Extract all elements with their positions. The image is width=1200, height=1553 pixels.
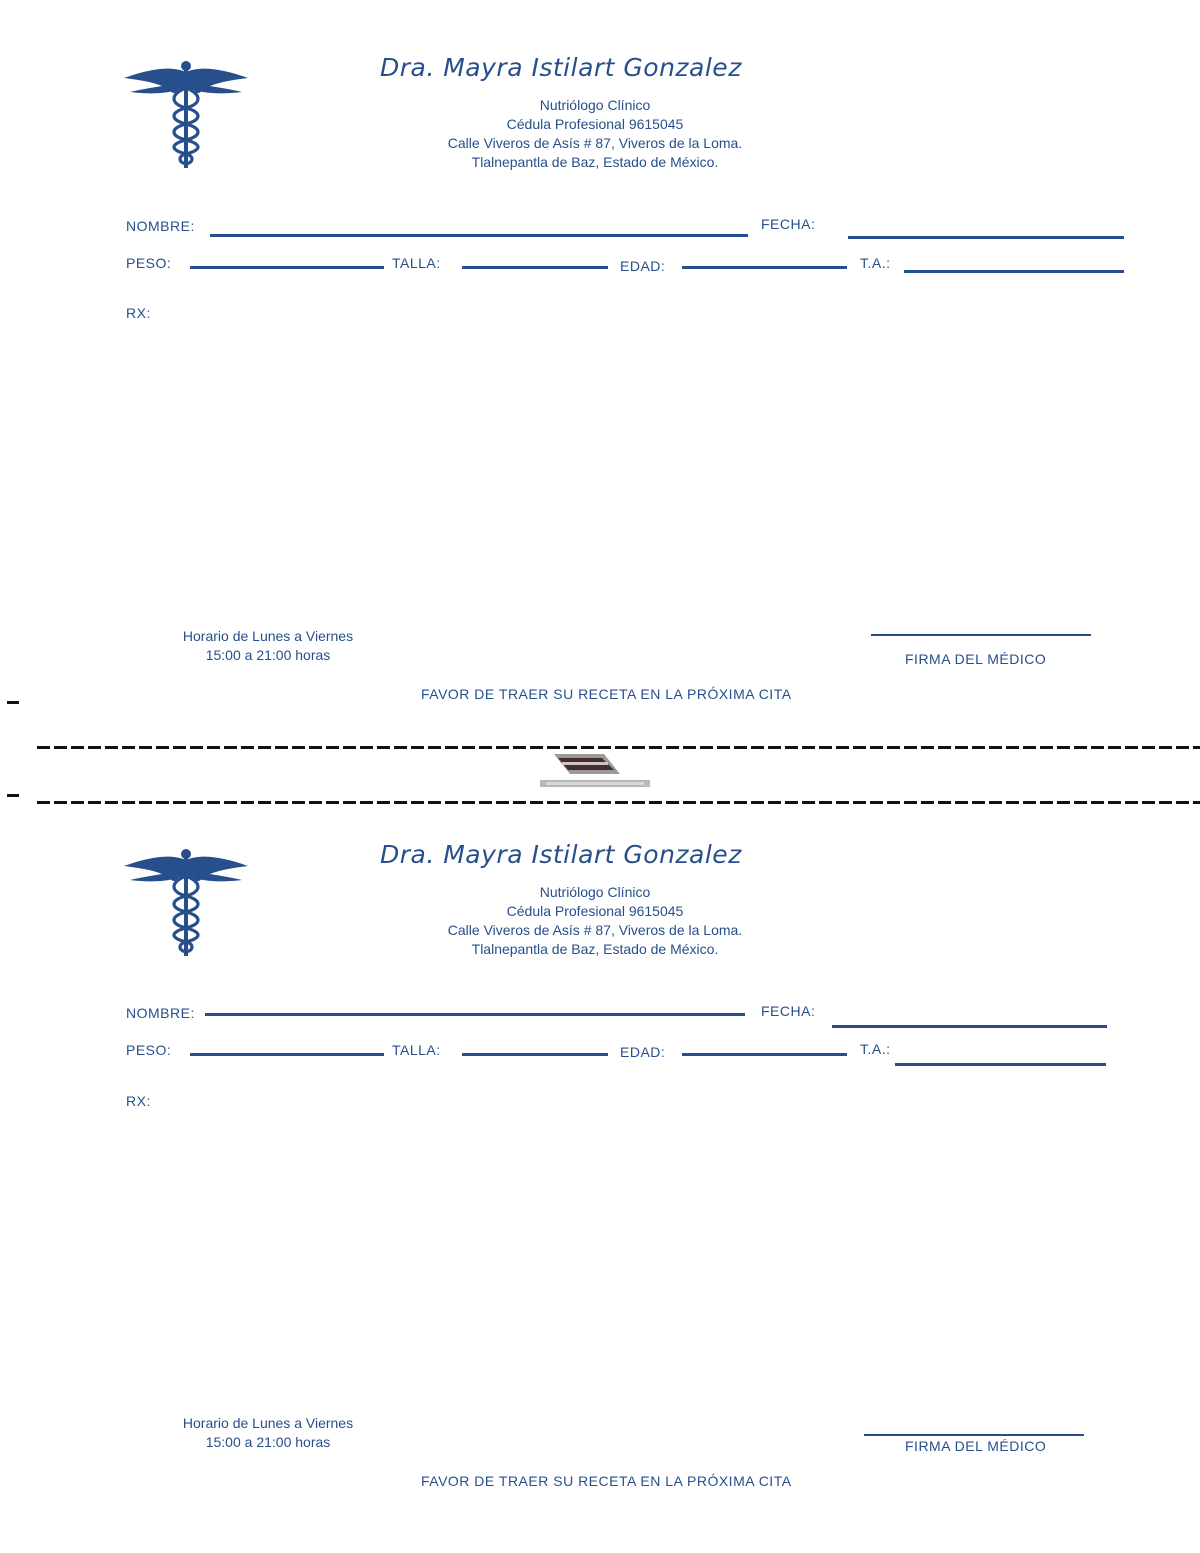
rx-area[interactable] [126, 325, 1124, 615]
name-field[interactable] [205, 1013, 745, 1016]
rx-area[interactable] [126, 1113, 1124, 1403]
specialty: Nutriólogo Clínico [539, 97, 651, 113]
address-line-1: Calle Viveros de Asís # 87, Viveros de la Loma. [447, 922, 743, 938]
office-hours [158, 1414, 378, 1452]
signature-label: FIRMA DEL MÉDICO [905, 651, 1047, 667]
office-hours-days: Horario de Lunes a Viernes [182, 1415, 354, 1431]
office-hours-time: 15:00 a 21:00 horas [205, 647, 331, 663]
office-hours-days: Horario de Lunes a Viernes [182, 628, 354, 644]
date-label: FECHA: [761, 1003, 816, 1019]
age-field[interactable] [682, 1053, 847, 1056]
doctor-name: Dra. Mayra Istilart Gonzalez [380, 840, 742, 869]
blood-pressure-field[interactable] [895, 1063, 1106, 1066]
weight-field[interactable] [190, 1053, 384, 1056]
cut-dash-left-bottom [7, 794, 19, 797]
height-label: TALLA: [392, 1042, 441, 1058]
name-field[interactable] [210, 234, 748, 237]
blood-pressure-label: T.A.: [860, 255, 891, 271]
height-field[interactable] [462, 266, 608, 269]
caduceus-icon [122, 846, 250, 961]
address-line-2: Tlalnepantla de Baz, Estado de México. [471, 154, 719, 170]
rx-label: RX: [126, 1093, 151, 1109]
height-label: TALLA: [392, 255, 441, 271]
cut-here-icon [540, 752, 662, 790]
cut-dash-left-top [7, 701, 19, 704]
signature-line[interactable] [864, 1434, 1084, 1436]
weight-field[interactable] [190, 266, 384, 269]
rx-label: RX: [126, 305, 151, 321]
name-label: NOMBRE: [126, 218, 195, 234]
date-field[interactable] [832, 1025, 1107, 1028]
cut-line-bottom [37, 801, 1200, 804]
blood-pressure-field[interactable] [904, 270, 1124, 273]
weight-label: PESO: [126, 255, 172, 271]
caduceus-icon [122, 58, 250, 173]
footer-note: FAVOR DE TRAER SU RECETA EN LA PRÓXIMA CITA [421, 686, 792, 702]
weight-label: PESO: [126, 1042, 172, 1058]
office-hours-time: 15:00 a 21:00 horas [205, 1434, 331, 1450]
doctor-name: Dra. Mayra Istilart Gonzalez [380, 53, 742, 82]
footer-note: FAVOR DE TRAER SU RECETA EN LA PRÓXIMA CITA [421, 1473, 792, 1489]
age-label: EDAD: [620, 258, 666, 274]
signature-label: FIRMA DEL MÉDICO [905, 1438, 1047, 1454]
office-hours [158, 627, 378, 665]
age-field[interactable] [682, 266, 847, 269]
license-number: Cédula Profesional 9615045 [506, 903, 684, 919]
address-line-2: Tlalnepantla de Baz, Estado de México. [471, 941, 719, 957]
doctor-info [395, 96, 795, 172]
blood-pressure-label: T.A.: [860, 1041, 891, 1057]
height-field[interactable] [462, 1053, 608, 1056]
specialty: Nutriólogo Clínico [539, 884, 651, 900]
date-label: FECHA: [761, 216, 816, 232]
signature-line[interactable] [871, 634, 1091, 636]
doctor-info [395, 883, 795, 959]
address-line-1: Calle Viveros de Asís # 87, Viveros de la Loma. [447, 135, 743, 151]
license-number: Cédula Profesional 9615045 [506, 116, 684, 132]
cut-line-top [37, 746, 1200, 749]
age-label: EDAD: [620, 1044, 666, 1060]
name-label: NOMBRE: [126, 1005, 195, 1021]
date-field[interactable] [848, 236, 1124, 239]
